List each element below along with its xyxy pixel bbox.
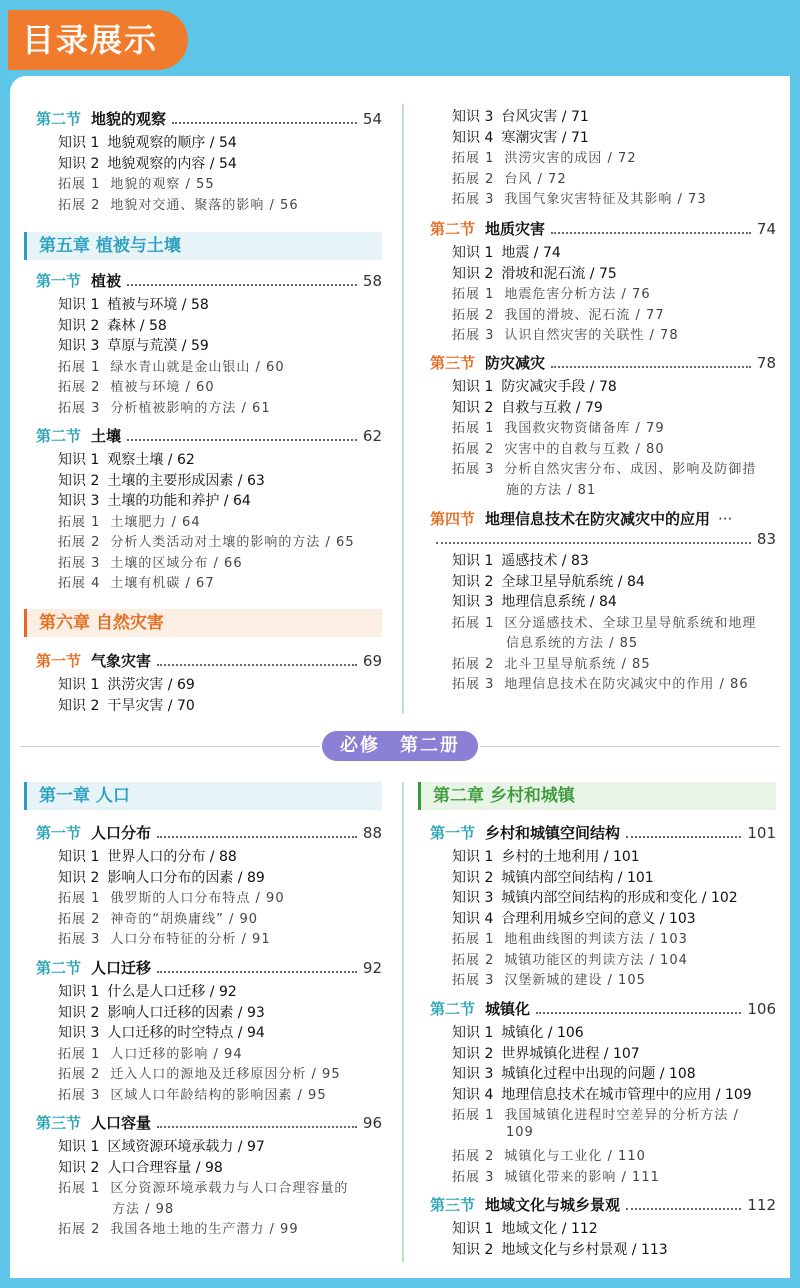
item-text: 神奇的“胡焕庸线” / 90 xyxy=(110,911,259,927)
section-number: 第三节 xyxy=(430,1196,476,1214)
item-text: 我国城镇化进程时空差异的分析方法 / xyxy=(504,1108,739,1123)
item-text: 灾害中的自救与互救 / 80 xyxy=(504,441,665,457)
item-label: 知识 1 xyxy=(452,849,494,865)
toc-section[interactable] xyxy=(36,108,382,129)
toc-knowledge-item[interactable] xyxy=(36,449,382,469)
toc-extension-item[interactable] xyxy=(430,458,776,477)
item-label: 知识 1 xyxy=(58,452,100,468)
toc-extension-item[interactable] xyxy=(36,1063,382,1082)
item-label: 知识 1 xyxy=(58,1139,100,1155)
item-text: 区分遥感技术、全球卫星导航系统和地理 xyxy=(504,615,757,631)
toc-knowledge-item[interactable] xyxy=(430,591,776,611)
item-label: 拓展 1 xyxy=(58,177,101,192)
item-text: 我国的滑坡、泥石流 / 77 xyxy=(504,307,665,323)
item-text: 地域文化 / 112 xyxy=(501,1221,598,1237)
item-label: 知识 2 xyxy=(452,1045,494,1062)
toc-knowledge-item[interactable] xyxy=(36,674,382,694)
item-text: 地租曲线图的判读方法 / 103 xyxy=(504,932,688,947)
item-label: 知识 2 xyxy=(58,155,100,172)
toc-section[interactable] xyxy=(36,425,382,446)
section-number: 第一节 xyxy=(36,652,82,670)
item-label: 拓展 3 xyxy=(452,328,495,343)
item-label: 拓展 1 xyxy=(452,421,495,436)
item-text: 干旱灾害 / 70 xyxy=(107,697,195,714)
item-label: 知识 2 xyxy=(58,472,100,489)
item-text: 土壤的主要形成因素 / 63 xyxy=(107,472,265,489)
item-label: 知识 2 xyxy=(452,1241,494,1258)
toc-extension-item[interactable] xyxy=(36,1218,382,1237)
toc-knowledge-item[interactable] xyxy=(36,981,382,1001)
toc-knowledge-item[interactable] xyxy=(430,846,776,866)
toc-knowledge-item[interactable] xyxy=(36,867,382,887)
toc-section[interactable] xyxy=(430,998,776,1019)
item-text: 植被与环境 / 58 xyxy=(107,297,209,313)
item-text: 草原与荒漠 / 59 xyxy=(107,338,209,354)
column-divider xyxy=(402,782,404,1262)
toc-knowledge-item[interactable] xyxy=(430,1239,776,1259)
toc-extension-item[interactable] xyxy=(36,397,382,416)
toc-knowledge-item[interactable] xyxy=(430,106,776,126)
toc-knowledge-item[interactable] xyxy=(36,315,382,335)
item-label: 拓展 3 xyxy=(452,1169,495,1185)
item-label: 知识 4 xyxy=(452,910,494,927)
item-text: 地貌对交通、聚落的影响 / 56 xyxy=(110,197,299,213)
section-title: 人口容量 xyxy=(91,1114,152,1132)
section-title: 乡村和城镇空间结构 xyxy=(485,824,621,842)
toc-section[interactable] xyxy=(36,957,382,978)
item-label: 知识 4 xyxy=(452,1086,494,1103)
item-label: 知识 1 xyxy=(58,677,100,693)
item-label: 拓展 1 xyxy=(452,287,495,302)
item-label: 拓展 3 xyxy=(452,192,495,207)
chapter-heading: 第二章 乡村和城镇 xyxy=(418,782,776,810)
item-text: 合理利用城乡空间的意义 / 103 xyxy=(501,910,696,927)
toc-knowledge-item[interactable] xyxy=(36,335,382,355)
toc-section[interactable] xyxy=(36,270,382,291)
leader-dots xyxy=(127,284,357,286)
item-label: 知识 2 xyxy=(452,869,494,886)
item-label: 拓展 2 xyxy=(58,197,101,213)
toc-section[interactable] xyxy=(36,822,382,843)
toc-item-continuation xyxy=(430,479,776,498)
item-text: 影响人口分布的因素 / 89 xyxy=(107,869,265,886)
item-text: 观察土壤 / 62 xyxy=(107,452,195,468)
item-label: 拓展 1 xyxy=(452,151,495,166)
item-label: 知识 1 xyxy=(452,553,494,569)
toc-knowledge-item[interactable] xyxy=(36,1157,382,1177)
item-text: 地震 / 74 xyxy=(501,245,561,261)
item-text: 分析植被影响的方法 / 61 xyxy=(110,400,271,416)
item-text: 汉堡新城的建设 / 105 xyxy=(504,973,646,988)
item-label: 知识 1 xyxy=(452,245,494,261)
item-text: 迁入人口的源地及迁移原因分析 / 95 xyxy=(110,1067,341,1082)
section-title: 地质灾害 xyxy=(485,220,546,238)
toc-extension-item[interactable] xyxy=(430,612,776,631)
toc-item-continuation xyxy=(36,1198,382,1217)
item-label: 拓展 1 xyxy=(58,891,101,906)
toc-extension-item[interactable] xyxy=(36,1177,382,1196)
item-text: 城镇化带来的影响 / 111 xyxy=(504,1169,660,1185)
item-text: 防灾减灾手段 / 78 xyxy=(501,379,617,395)
item-label: 知识 2 xyxy=(58,697,100,714)
item-text: 分析自然灾害分布、成因、影响及防御措 xyxy=(504,462,757,477)
item-text: 施的方法 / 81 xyxy=(506,482,597,498)
toc-extension-item[interactable] xyxy=(430,928,776,947)
section-number: 第二节 xyxy=(430,1000,476,1018)
item-label: 拓展 1 xyxy=(452,615,495,631)
item-label: 拓展 3 xyxy=(58,400,101,416)
item-text: 分析人类活动对土壤的影响的方法 / 65 xyxy=(110,535,355,550)
toc-extension-item[interactable] xyxy=(430,438,776,457)
item-text: 台风灾害 / 71 xyxy=(501,109,589,125)
toc-extension-item[interactable] xyxy=(430,304,776,323)
item-label: 拓展 3 xyxy=(452,973,495,988)
toc-extension-item[interactable] xyxy=(430,969,776,988)
toc-knowledge-item[interactable] xyxy=(430,1063,776,1083)
item-label: 拓展 2 xyxy=(452,952,495,968)
page-number: 62 xyxy=(362,427,382,445)
leader-dots xyxy=(626,836,741,838)
item-text: 城镇化与工业化 / 110 xyxy=(504,1149,646,1164)
toc-knowledge-item[interactable] xyxy=(430,1084,776,1104)
section-title: 地域文化与城乡景观 xyxy=(485,1196,621,1214)
leader-dots xyxy=(157,664,357,666)
section-title: 地理信息技术在防灾减灾中的应用 xyxy=(485,510,711,528)
item-label: 知识 1 xyxy=(452,379,494,395)
toc-knowledge-item[interactable] xyxy=(36,490,382,510)
toc-knowledge-item[interactable] xyxy=(430,887,776,907)
toc-knowledge-item[interactable] xyxy=(36,294,382,314)
leader-dots xyxy=(157,1126,357,1128)
toc-knowledge-item[interactable] xyxy=(430,263,776,283)
item-label: 知识 3 xyxy=(452,594,494,610)
toc-extension-item[interactable] xyxy=(430,653,776,672)
section-number: 第二节 xyxy=(430,220,476,238)
toc-extension-item[interactable] xyxy=(430,1104,776,1123)
item-label: 知识 1 xyxy=(452,1221,494,1237)
item-label: 拓展 1 xyxy=(452,932,495,947)
item-label: 拓展 3 xyxy=(452,677,495,692)
item-label: 知识 2 xyxy=(58,317,100,334)
item-text: 地理信息技术在防灾减灾中的作用 / 86 xyxy=(504,677,749,692)
item-label: 拓展 1 xyxy=(58,1046,101,1062)
item-text: 我国气象灾害特征及其影响 / 73 xyxy=(504,192,707,207)
item-text: 乡村的土地利用 / 101 xyxy=(501,849,640,865)
toc-extension-item[interactable] xyxy=(430,949,776,968)
toc-knowledge-item[interactable] xyxy=(36,153,382,173)
toc-extension-item[interactable] xyxy=(36,531,382,550)
toc-extension-item[interactable] xyxy=(430,417,776,436)
item-text: 地震危害分析方法 / 76 xyxy=(504,287,651,302)
item-label: 知识 2 xyxy=(58,1159,100,1176)
item-text: 地域文化与乡村景观 / 113 xyxy=(501,1241,668,1258)
item-text: 世界人口的分布 / 88 xyxy=(107,849,237,865)
item-text: 方法 / 98 xyxy=(112,1201,175,1217)
page-number: 92 xyxy=(362,959,382,977)
item-label: 拓展 2 xyxy=(452,1149,495,1164)
page-number: 101 xyxy=(747,824,776,842)
item-label: 拓展 3 xyxy=(58,555,101,571)
item-label: 知识 1 xyxy=(58,849,100,865)
toc-section[interactable] xyxy=(430,218,776,239)
item-label: 拓展 2 xyxy=(452,171,495,187)
section-title: 土壤 xyxy=(91,427,122,445)
leader-dots xyxy=(536,1012,741,1014)
item-text: 滑坡和泥石流 / 75 xyxy=(501,265,617,282)
page-number: 106 xyxy=(747,1000,776,1018)
toc-knowledge-item[interactable] xyxy=(430,1022,776,1042)
section-title: 气象灾害 xyxy=(91,652,152,670)
item-text: 人口迁移的影响 / 94 xyxy=(110,1046,243,1062)
toc-extension-item[interactable] xyxy=(36,1043,382,1062)
item-text: 自救与互救 / 79 xyxy=(501,399,603,416)
toc-extension-item[interactable] xyxy=(430,1145,776,1164)
chapter-heading: 第六章 自然灾害 xyxy=(24,609,382,637)
item-text: 人口合理容量 / 98 xyxy=(107,1159,223,1176)
item-text: 俄罗斯的人口分布特点 / 90 xyxy=(110,891,285,906)
toc-knowledge-item[interactable] xyxy=(36,695,382,715)
item-text: 城镇化 / 106 xyxy=(501,1025,584,1041)
leader-dots xyxy=(157,836,357,838)
toc-extension-item[interactable] xyxy=(36,908,382,927)
item-label: 拓展 2 xyxy=(58,535,101,550)
item-label: 知识 2 xyxy=(452,399,494,416)
item-label: 拓展 1 xyxy=(58,359,101,375)
toc-knowledge-item[interactable] xyxy=(430,1218,776,1238)
item-label: 拓展 3 xyxy=(452,462,495,477)
leader-dots xyxy=(551,366,751,368)
toc-extension-item[interactable] xyxy=(36,928,382,947)
page-number: 74 xyxy=(756,220,776,238)
toc-extension-item[interactable] xyxy=(36,552,382,571)
item-text: 土壤肥力 / 64 xyxy=(110,514,201,530)
item-label: 拓展 2 xyxy=(452,441,495,457)
item-text: 土壤的区域分布 / 66 xyxy=(110,555,243,571)
toc-section[interactable] xyxy=(430,822,776,843)
toc-knowledge-item[interactable] xyxy=(430,242,776,262)
item-text: 城镇内部空间结构的形成和变化 / 102 xyxy=(501,890,738,906)
leader-dots xyxy=(172,122,357,124)
item-text: 洪涝灾害的成因 / 72 xyxy=(504,151,637,166)
item-label: 知识 3 xyxy=(58,1025,100,1041)
page-number: 69 xyxy=(362,652,382,670)
item-text: 植被与环境 / 60 xyxy=(110,380,215,395)
section-number: 第三节 xyxy=(36,1114,82,1132)
toc-knowledge-item[interactable] xyxy=(430,571,776,591)
toc-extension-item[interactable] xyxy=(430,283,776,302)
section-title: 人口分布 xyxy=(91,824,152,842)
item-label: 拓展 1 xyxy=(58,514,101,530)
toc-knowledge-item[interactable] xyxy=(430,376,776,396)
toc-extension-item[interactable] xyxy=(430,324,776,343)
item-label: 拓展 2 xyxy=(58,380,101,395)
item-label: 知识 4 xyxy=(452,129,494,146)
toc-extension-item[interactable] xyxy=(36,887,382,906)
toc-extension-item[interactable] xyxy=(430,1166,776,1185)
item-text: 我国各地土地的生产潜力 / 99 xyxy=(110,1222,299,1237)
item-label: 拓展 2 xyxy=(452,307,495,323)
page-title: 目录展示 xyxy=(8,10,188,70)
item-label: 知识 3 xyxy=(58,493,100,509)
toc-knowledge-item[interactable] xyxy=(36,470,382,490)
section-title: 城镇化 xyxy=(485,1000,531,1018)
toc-extension-item[interactable] xyxy=(430,673,776,692)
item-text: 认识自然灾害的关联性 / 78 xyxy=(504,328,679,343)
item-text: 土壤的功能和养护 / 64 xyxy=(107,493,251,509)
item-text: 城镇内部空间结构 / 101 xyxy=(501,869,654,886)
page-number: 58 xyxy=(362,272,382,290)
leader-dots xyxy=(626,1208,741,1210)
toc-section[interactable] xyxy=(430,1194,776,1215)
section-number: 第二节 xyxy=(36,110,82,128)
item-label: 知识 3 xyxy=(452,890,494,906)
chapter-heading: 第五章 植被与土壤 xyxy=(24,232,382,260)
item-text: 109 xyxy=(506,1124,534,1140)
item-label: 知识 2 xyxy=(58,869,100,886)
item-label: 拓展 2 xyxy=(58,1067,101,1082)
toc-knowledge-item[interactable] xyxy=(430,397,776,417)
item-text: 影响人口迁移的因素 / 93 xyxy=(107,1004,265,1021)
toc-knowledge-item[interactable] xyxy=(430,550,776,570)
volume-banner: 必修 第二册 xyxy=(322,731,478,761)
item-text: 信息系统的方法 / 85 xyxy=(506,636,639,651)
item-label: 知识 1 xyxy=(452,1025,494,1041)
toc-extension-item[interactable] xyxy=(430,188,776,207)
section-number: 第一节 xyxy=(36,824,82,842)
toc-extension-item[interactable] xyxy=(36,376,382,395)
section-number: 第二节 xyxy=(36,959,82,977)
divider xyxy=(20,746,320,747)
page-number: 96 xyxy=(362,1114,382,1132)
toc-knowledge-item[interactable] xyxy=(36,1002,382,1022)
toc-knowledge-item[interactable] xyxy=(430,867,776,887)
item-label: 知识 2 xyxy=(452,265,494,282)
item-label: 拓展 2 xyxy=(58,1222,101,1237)
section-title: 人口迁移 xyxy=(91,959,152,977)
item-text: 寒潮灾害 / 71 xyxy=(501,129,589,146)
item-label: 拓展 3 xyxy=(58,932,101,947)
item-text: 地貌观察的内容 / 54 xyxy=(107,155,237,172)
section-title: 防灾减灾 xyxy=(485,354,546,372)
leader-dots xyxy=(157,971,357,973)
item-text: 区分资源环境承载力与人口合理容量的 xyxy=(110,1181,349,1196)
item-text: 台风 / 72 xyxy=(504,171,567,187)
item-text: 人口分布特征的分析 / 91 xyxy=(110,932,271,947)
item-text: 什么是人口迁移 / 92 xyxy=(107,984,237,1000)
toc-extension-item[interactable] xyxy=(36,173,382,192)
item-label: 拓展 2 xyxy=(58,911,101,927)
item-label: 知识 2 xyxy=(58,1004,100,1021)
toc-extension-item[interactable] xyxy=(430,147,776,166)
item-label: 知识 3 xyxy=(58,338,100,354)
toc-knowledge-item[interactable] xyxy=(430,908,776,928)
item-text: 森林 / 58 xyxy=(107,317,167,334)
item-text: 遥感技术 / 83 xyxy=(501,553,589,569)
item-text: 城镇化过程中出现的问题 / 108 xyxy=(501,1066,696,1082)
toc-knowledge-item[interactable] xyxy=(36,1022,382,1042)
divider xyxy=(480,746,780,747)
toc-knowledge-item[interactable] xyxy=(36,132,382,152)
item-label: 拓展 1 xyxy=(58,1181,101,1196)
item-text: 城镇功能区的判读方法 / 104 xyxy=(504,952,688,968)
toc-extension-item[interactable] xyxy=(36,194,382,213)
item-label: 拓展 1 xyxy=(452,1108,495,1123)
item-text: 地理信息技术在城市管理中的应用 / 109 xyxy=(501,1086,752,1103)
item-text: 土壤有机碳 / 67 xyxy=(110,576,215,591)
item-label: 知识 1 xyxy=(58,297,100,313)
section-number: 第三节 xyxy=(430,354,476,372)
page-number: 54 xyxy=(362,110,382,128)
item-label: 拓展 2 xyxy=(452,656,495,672)
item-text: 区域资源环境承载力 / 97 xyxy=(107,1139,265,1155)
item-text: 地貌的观察 / 55 xyxy=(110,177,215,192)
section-number: 第一节 xyxy=(36,272,82,290)
item-label: 知识 1 xyxy=(58,984,100,1000)
item-label: 知识 3 xyxy=(452,109,494,125)
toc-item-continuation xyxy=(430,1125,776,1140)
item-text: 全球卫星导航系统 / 84 xyxy=(501,573,645,590)
item-label: 知识 1 xyxy=(58,135,100,151)
chapter-heading: 第一章 人口 xyxy=(24,782,382,810)
item-text: 世界城镇化进程 / 107 xyxy=(501,1045,640,1062)
section-title: 植被 xyxy=(91,272,122,290)
toc-extension-item[interactable] xyxy=(36,356,382,375)
item-text: 绿水青山就是金山银山 / 60 xyxy=(110,359,285,375)
section-title: 地貌的观察 xyxy=(91,110,167,128)
toc-knowledge-item[interactable] xyxy=(430,127,776,147)
page-number: 78 xyxy=(756,354,776,372)
section-number: 第二节 xyxy=(36,427,82,445)
item-text: 人口迁移的时空特点 / 94 xyxy=(107,1025,265,1041)
toc-section[interactable] xyxy=(36,650,382,671)
item-text: 地理信息系统 / 84 xyxy=(501,594,617,610)
toc-extension-item[interactable] xyxy=(36,1084,382,1103)
toc-knowledge-item[interactable] xyxy=(36,846,382,866)
item-text: 区域人口年龄结构的影响因素 / 95 xyxy=(110,1087,327,1103)
toc-section[interactable] xyxy=(430,352,776,373)
toc-extension-item[interactable] xyxy=(430,168,776,187)
leader-dots xyxy=(551,232,751,234)
item-text: 地貌观察的顺序 / 54 xyxy=(107,135,237,151)
item-text: 我国救灾物资储备库 / 79 xyxy=(504,421,665,436)
toc-extension-item[interactable] xyxy=(36,511,382,530)
item-label: 拓展 3 xyxy=(58,1087,101,1103)
toc-section[interactable] xyxy=(36,1112,382,1133)
toc-knowledge-item[interactable] xyxy=(36,1136,382,1156)
page-number: 88 xyxy=(362,824,382,842)
section-number: 第四节 xyxy=(430,510,476,528)
toc-extension-item[interactable] xyxy=(36,572,382,591)
item-label: 拓展 4 xyxy=(58,576,101,591)
page-number[interactable]: 83 xyxy=(756,530,776,548)
item-text: 洪涝灾害 / 69 xyxy=(107,677,195,693)
toc-item-continuation xyxy=(430,632,776,651)
item-text: 北斗卫星导航系统 / 85 xyxy=(504,656,651,672)
section-number: 第一节 xyxy=(430,824,476,842)
column-divider xyxy=(402,104,404,714)
page-number: 112 xyxy=(747,1196,776,1214)
item-label: 知识 3 xyxy=(452,1066,494,1082)
toc-knowledge-item[interactable] xyxy=(430,1043,776,1063)
item-label: 知识 2 xyxy=(452,573,494,590)
leader-dots xyxy=(127,439,357,441)
